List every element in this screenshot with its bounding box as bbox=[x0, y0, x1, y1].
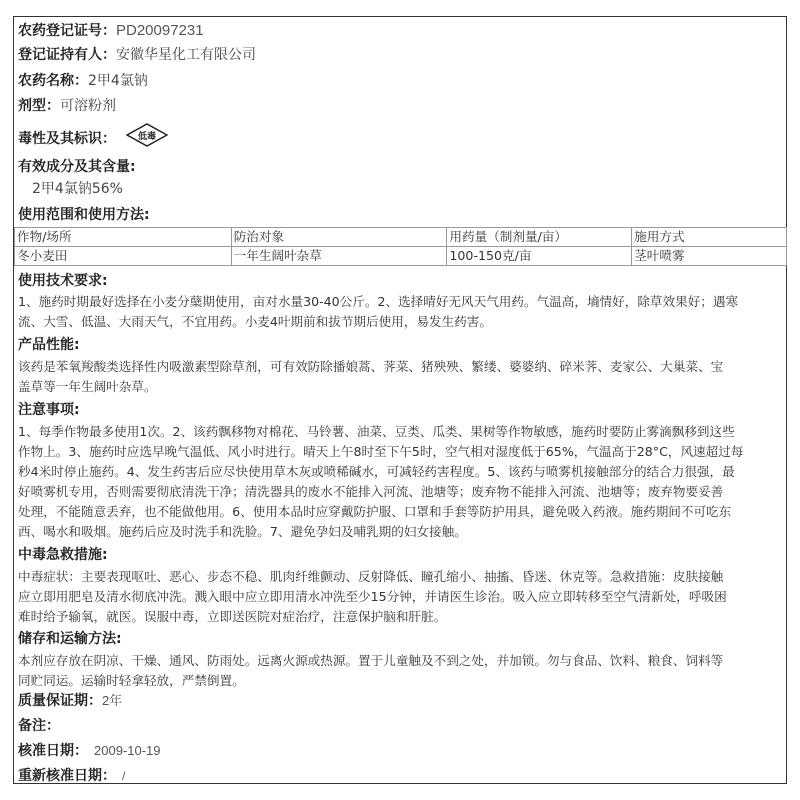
approval-date-value: 2009-10-19 bbox=[94, 743, 161, 758]
table-header-cell: 作物/场所 bbox=[15, 228, 232, 247]
low-toxicity-diamond-icon bbox=[126, 123, 168, 155]
svg-text:低毒: 低毒 bbox=[138, 132, 157, 142]
performance-heading bbox=[18, 335, 782, 355]
approval-date-row bbox=[18, 741, 782, 761]
first-aid-heading bbox=[18, 545, 782, 565]
formulation-label: 剂型： bbox=[18, 98, 60, 114]
precautions-heading bbox=[18, 400, 782, 420]
tech-label: 使用技术要求: bbox=[18, 273, 108, 289]
ingredient-heading bbox=[18, 157, 782, 177]
text-line: 1、施药时期最好选择在小麦分蘖期使用，亩对水量30-40公斤。2、选择晴好无风天气用药。气温高，墒情好，除草效果好；遇寒 bbox=[18, 294, 739, 309]
table-cell: 茎叶喷雾 bbox=[632, 247, 787, 266]
tech-heading bbox=[18, 271, 782, 291]
usage-heading bbox=[18, 205, 782, 225]
table-header-cell: 施用方式 bbox=[632, 228, 787, 247]
performance-label: 产品性能: bbox=[18, 337, 80, 353]
table-header-cell: 防治对象 bbox=[231, 228, 447, 247]
holder-row bbox=[18, 45, 782, 65]
text-line: 西、喝水和吸烟。施药后应及时洗手和洗脸。7、避免孕妇及哺乳期的妇女接触。 bbox=[18, 524, 467, 539]
pesticide-registration-document bbox=[13, 16, 787, 784]
formulation-value: 可溶粉剂 bbox=[60, 98, 116, 114]
tech-paragraph bbox=[18, 292, 784, 332]
reg-no-row bbox=[18, 21, 782, 41]
holder-value: 安徽华星化工有限公司 bbox=[116, 47, 256, 63]
remarks-label: 备注： bbox=[18, 718, 60, 734]
text-line: 好喷雾机专用，否则需要彻底清洗干净；清洗器具的废水不能排入河流、池塘等；废弃物不能排入河流、池塘等；废弃物要妥善 bbox=[18, 484, 724, 499]
text-line: 应立即用肥皂及清水彻底冲洗。溅入眼中应立即用清水冲洗至少15分钟，并请医生诊治。吸入应立即转移至空气清新处，呼吸困 bbox=[18, 589, 727, 604]
text-line: 流、大雪、低温、大雨天气，不宜用药。小麦4叶期前和拔节期后使用，易发生药害。 bbox=[18, 314, 492, 329]
text-line: 该药是苯氧羧酸类选择性内吸激素型除草剂，可有效防除播娘蒿、荠菜、猪殃殃、繁缕、婆婆纳、碎米荠、麦家公、大巢菜、宝 bbox=[18, 359, 724, 374]
remarks-row bbox=[18, 716, 782, 736]
text-line: 同贮同运。运输时轻拿轻放，严禁倒置。 bbox=[18, 673, 245, 688]
table-header-cell: 用药量（制剂量/亩） bbox=[447, 228, 632, 247]
text-line: 难时给予输氧，就医。误服中毒，立即送医院对症治疗，注意保护脑和肝脏。 bbox=[18, 609, 447, 624]
name-value: 2甲4氯钠 bbox=[88, 73, 148, 89]
reapproval-date-value: / bbox=[122, 769, 126, 783]
toxicity-label: 毒性及其标识： bbox=[18, 131, 116, 147]
reapproval-date-row bbox=[18, 766, 782, 786]
reapproval-date-label: 重新核准日期： bbox=[18, 768, 116, 784]
precautions-paragraph bbox=[18, 422, 784, 542]
table-cell: 一年生阔叶杂草 bbox=[231, 247, 447, 266]
holder-label: 登记证持有人： bbox=[18, 47, 116, 63]
usage-label: 使用范围和使用方法: bbox=[18, 207, 150, 223]
precautions-label: 注意事项: bbox=[18, 402, 80, 418]
table-cell: 冬小麦田 bbox=[15, 247, 232, 266]
approval-date-label: 核准日期： bbox=[18, 743, 88, 759]
text-line: 盖草等一年生阔叶杂草。 bbox=[18, 379, 157, 394]
shelf-life-row bbox=[18, 691, 782, 711]
table-header-row bbox=[15, 228, 787, 247]
text-line: 1、每季作物最多使用1次。2、该药飘移物对棉花、马铃薯、油菜、豆类、瓜类、果树等作物敏感，施药时要防止雾滴飘移到这些 bbox=[18, 424, 735, 439]
shelf-life-label: 质量保证期： bbox=[18, 693, 102, 709]
text-line: 本剂应存放在阴凉、干燥、通风、防雨处。远离火源或热源。置于儿童触及不到之处，并加锁。勿与食品、饮料、粮食、饲料等 bbox=[18, 653, 724, 668]
performance-paragraph bbox=[18, 357, 784, 397]
ingredient-value: 2甲4氯钠56% bbox=[32, 181, 123, 197]
reg-no-value: PD20097231 bbox=[116, 22, 204, 39]
text-line: 中毒症状：主要表现呕吐、恶心、步态不稳、肌肉纤维颤动、反射降低、瞳孔缩小、抽搐、昏迷、休克等。急救措施：皮肤接触 bbox=[18, 569, 724, 584]
toxicity-row bbox=[18, 123, 782, 155]
storage-heading bbox=[18, 629, 782, 649]
first-aid-label: 中毒急救措施: bbox=[18, 547, 108, 563]
formulation-row bbox=[18, 96, 782, 116]
ingredient-label: 有效成分及其含量: bbox=[18, 159, 136, 175]
text-line: 作物上。3、施药时应选早晚气温低、风小时进行。晴天上午8时至下午5时，空气相对湿度低于65%，气温高于28°C，风速超过每 bbox=[18, 444, 744, 459]
text-line: 处理，不能随意丢弃，也不能做他用。6、使用本品时应穿戴防护服、口罩和手套等防护用具，避免吸入药液。施药期间不可吃东 bbox=[18, 504, 732, 519]
shelf-life-value: 2年 bbox=[102, 693, 123, 708]
name-label: 农药名称： bbox=[18, 73, 88, 89]
storage-paragraph bbox=[18, 651, 784, 691]
name-row bbox=[18, 71, 782, 91]
text-line: 秒4米时停止施药。4、发生药害后应尽快使用草木灰或喷稀碱水，可减轻药害程度。5、该药与喷雾机接触部分的结合力很强，最 bbox=[18, 464, 735, 479]
table-cell: 100-150克/亩 bbox=[447, 247, 632, 266]
storage-label: 储存和运输方法: bbox=[18, 631, 122, 647]
table-row bbox=[15, 247, 787, 266]
reg-no-label: 农药登记证号： bbox=[18, 23, 116, 39]
ingredient-value-row bbox=[32, 179, 782, 199]
first-aid-paragraph bbox=[18, 567, 784, 627]
usage-table bbox=[14, 227, 787, 266]
